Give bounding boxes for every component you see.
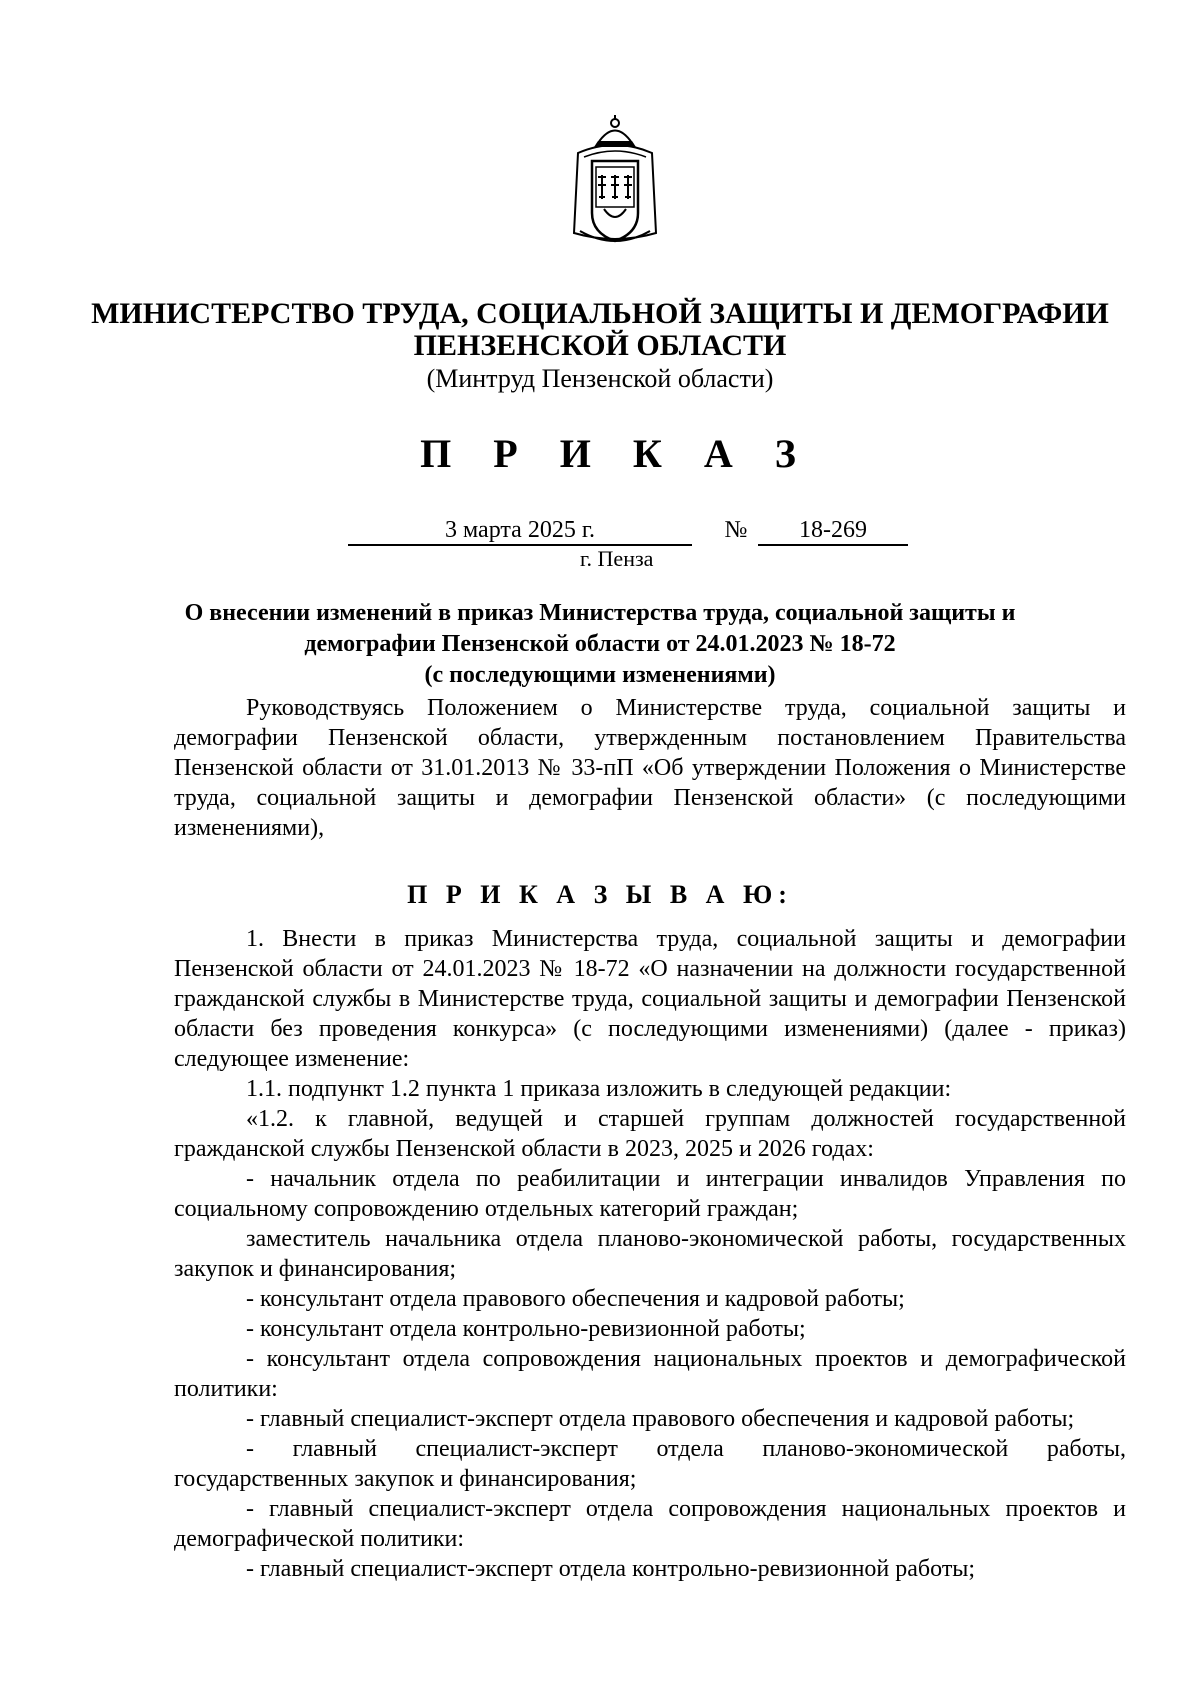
document-city: г. Пенза bbox=[580, 546, 654, 571]
paragraph-1-1: 1.1. подпункт 1.2 пункта 1 приказа изложить в следующей редакции: bbox=[246, 1076, 952, 1102]
ministry-short-name: (Минтруд Пензенской области) bbox=[426, 364, 774, 393]
number-sign: № bbox=[724, 517, 748, 543]
document-type-title: П Р И К А З bbox=[420, 431, 812, 476]
penza-coat-of-arms-icon bbox=[570, 113, 660, 253]
order-word: П Р И К А З Ы В А Ю: bbox=[407, 880, 793, 909]
ministry-name bbox=[0, 298, 1200, 362]
document-number: 18-269 bbox=[758, 516, 908, 546]
list-item: - консультант отдела контрольно-ревизионной работы; bbox=[246, 1316, 806, 1342]
list-item: - главный специалист-эксперт отдела сопровождения национальных проектов и демографической политики: bbox=[174, 1496, 1126, 1552]
subject-line1: О внесении изменений в приказ Министерства труда, социальной защиты и bbox=[184, 600, 1016, 626]
ministry-name-line2: ПЕНЗЕНСКОЙ ОБЛАСТИ bbox=[413, 329, 787, 362]
paragraph-1-2: «1.2. к главной, ведущей и старшей группам должностей государственной гражданской службы Пензенской области в 2023, 2025 и 2026 годах: bbox=[174, 1106, 1126, 1162]
preamble-paragraph: Руководствуясь Положением о Министерстве труда, социальной защиты и демографии Пензенской области, утвержденным постановлением Правительства Пензенской области от 31.01.2013 № 33-пП «Об утверждении Положения о Министерстве труда, социальной защиты и демографии Пензенской области» (с последующими изменениями), bbox=[174, 695, 1126, 841]
list-item: - консультант отдела правового обеспечения и кадровой работы; bbox=[246, 1286, 905, 1312]
document-date: 3 марта 2025 г. bbox=[348, 516, 692, 546]
order-body bbox=[174, 924, 1126, 1584]
list-item: - главный специалист-эксперт отдела планово-экономической работы, государственных закупок и финансирования; bbox=[174, 1436, 1126, 1492]
paragraph-1: 1. Внести в приказ Министерства труда, социальной защиты и демографии Пензенской области от 24.01.2023 № 18-72 «О назначении на должности государственной гражданской службы в Министерстве труда, социальной защиты и демографии Пензенской области без проведения конкурса» (с последующими изменениями) (далее - приказ) следующее изменение: bbox=[174, 926, 1126, 1072]
list-item: - начальник отдела по реабилитации и интеграции инвалидов Управления по социальному сопровождению отдельных категорий граждан; bbox=[174, 1166, 1126, 1222]
preamble-block bbox=[174, 693, 1126, 843]
list-item: - главный специалист-эксперт отдела правового обеспечения и кадровой работы; bbox=[246, 1406, 1075, 1432]
document-subject bbox=[0, 598, 1200, 691]
subject-line3: (с последующими изменениями) bbox=[424, 662, 776, 688]
list-item: - консультант отдела сопровождения национальных проектов и демографической политики: bbox=[174, 1346, 1126, 1402]
list-item: заместитель начальника отдела планово-экономической работы, государственных закупок и финансирования; bbox=[174, 1226, 1126, 1282]
list-item: - главный специалист-эксперт отдела контрольно-ревизионной работы; bbox=[246, 1556, 976, 1582]
subject-line2: демографии Пензенской области от 24.01.2023 № 18-72 bbox=[304, 631, 896, 657]
ministry-name-line1: МИНИСТЕРСТВО ТРУДА, СОЦИАЛЬНОЙ ЗАЩИТЫ И ДЕМОГРАФИИ bbox=[91, 297, 1109, 330]
